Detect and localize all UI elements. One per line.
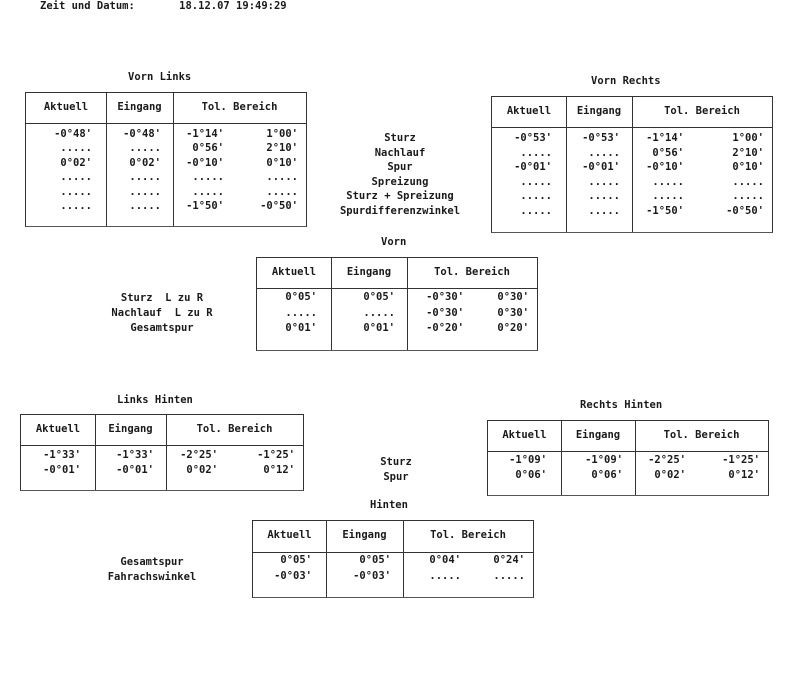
label-spreizung: Spreizung	[371, 175, 429, 188]
table-cell: .....	[129, 142, 161, 155]
table-cell: 0°12'	[263, 463, 295, 476]
table-cell: -0°30'	[426, 291, 464, 303]
table-cell: 0°24'	[493, 554, 525, 566]
front-axle-table	[256, 257, 538, 351]
column-divider	[326, 520, 327, 597]
table-header	[488, 420, 768, 452]
table-cell: -0°53'	[514, 132, 552, 144]
table-cell: 0°06'	[591, 468, 623, 481]
rear-labels	[356, 455, 436, 484]
rear-right-title: Rechts Hinten	[580, 399, 663, 411]
column-header-eingang: Eingang	[117, 101, 162, 113]
label-sturz-spreizung: Sturz + Spreizung	[346, 190, 454, 202]
front-axle-title: Vorn	[381, 236, 407, 248]
table-cell: -0°50'	[726, 205, 764, 217]
column-header-tol-bereich: Tol. Bereich	[434, 266, 510, 278]
column-header-eingang: Eingang	[575, 429, 621, 441]
label-nachlauf: Nachlauf	[374, 146, 426, 159]
table-cell: .....	[588, 146, 620, 159]
column-header-tol-bereich: Tol. Bereich	[196, 423, 273, 435]
column-divider	[561, 420, 562, 495]
label-fahrachswinkel: Fahrachswinkel	[107, 570, 197, 583]
table-cell: 0°10'	[266, 156, 298, 169]
table-cell: -1°14'	[646, 132, 684, 144]
front-left-title: Vorn Links	[128, 71, 192, 83]
label-nachlauf-l-zu-r: Nachlauf L zu R	[111, 307, 213, 319]
table-header	[253, 520, 533, 553]
table-cell: 2°10'	[732, 146, 764, 159]
table-cell: 0°05'	[363, 291, 395, 303]
table-cell: .....	[588, 175, 620, 188]
label-rear-sturz: Sturz	[380, 456, 412, 468]
table-cell: -1°50'	[646, 205, 684, 217]
table-cell: -0°20'	[426, 322, 464, 334]
label-sturz-l-zu-r: Sturz L zu R	[120, 292, 204, 304]
table-cell: .....	[60, 200, 92, 212]
label-sturz: Sturz	[384, 132, 416, 144]
timestamp-header	[40, 0, 287, 12]
table-cell: -0°10'	[186, 156, 224, 169]
table-cell: .....	[60, 171, 92, 184]
rear-right-table	[487, 420, 769, 496]
table-cell: .....	[129, 185, 161, 198]
table-cell: .....	[520, 190, 552, 203]
table-cell: -1°33'	[43, 449, 81, 461]
table-cell: .....	[429, 569, 461, 582]
table-cell: 0°04'	[429, 554, 461, 566]
table-cell: -0°48'	[54, 128, 92, 140]
table-cell: .....	[588, 205, 620, 217]
rear-left-title: Links Hinten	[117, 394, 193, 406]
column-header-eingang: Eingang	[576, 105, 622, 117]
table-cell: 0°12'	[728, 468, 760, 481]
table-header	[21, 414, 303, 446]
table-cell: 0°30'	[497, 306, 529, 319]
table-cell: 0°56'	[652, 146, 684, 159]
column-header-aktuell: Aktuell	[35, 423, 81, 435]
table-cell: .....	[363, 306, 395, 319]
column-header-aktuell: Aktuell	[271, 266, 317, 278]
table-cell: .....	[266, 185, 298, 198]
table-cell: 0°02'	[186, 463, 218, 476]
column-divider	[407, 257, 408, 350]
column-divider	[331, 257, 332, 350]
table-cell: .....	[732, 190, 764, 203]
column-header-tol-bereich: Tol. Bereich	[664, 105, 740, 117]
table-cell: .....	[129, 171, 161, 184]
rear-axle-labels	[92, 555, 212, 584]
table-cell: -1°25'	[257, 449, 295, 461]
table-cell: 0°05'	[359, 554, 391, 566]
column-header-aktuell: Aktuell	[506, 105, 552, 117]
table-cell: 0°05'	[280, 554, 312, 566]
column-header-eingang: Eingang	[108, 423, 153, 435]
table-cell: .....	[266, 171, 298, 184]
table-cell: .....	[520, 175, 552, 188]
table-cell: 0°10'	[732, 161, 764, 174]
label-spurdifferenzwinkel: Spurdifferenzwinkel	[339, 204, 461, 217]
table-cell: .....	[588, 190, 620, 203]
table-cell: 0°56'	[192, 142, 224, 155]
column-header-aktuell: Aktuell	[267, 529, 312, 541]
table-header	[257, 257, 537, 289]
table-cell: .....	[285, 306, 317, 319]
timestamp-value: 18.12.07 19:49:29	[179, 0, 287, 12]
front-left-table	[25, 92, 307, 227]
table-cell: -1°14'	[186, 128, 224, 140]
table-cell: 0°01'	[363, 322, 395, 334]
table-cell: 0°20'	[497, 322, 529, 334]
table-cell: -1°09'	[509, 454, 547, 466]
table-cell: -2°25'	[180, 449, 218, 461]
front-right-table	[491, 96, 773, 233]
table-cell: 2°10'	[266, 142, 298, 155]
table-cell: -0°01'	[582, 161, 620, 174]
table-cell: .....	[732, 175, 764, 188]
rear-axle-table	[252, 520, 534, 598]
table-cell: -0°01'	[43, 463, 81, 476]
table-cell: .....	[652, 190, 684, 203]
table-cell: -1°25'	[722, 454, 760, 466]
label-rear-gesamtspur: Gesamtspur	[120, 556, 184, 568]
table-cell: -0°03'	[274, 569, 312, 582]
table-cell: .....	[192, 171, 224, 184]
timestamp-label: Zeit und Datum:	[40, 0, 135, 12]
front-right-title: Vorn Rechts	[591, 75, 661, 87]
label-rear-spur: Spur	[383, 470, 409, 483]
table-cell: -0°48'	[123, 128, 161, 140]
table-header	[26, 92, 306, 124]
table-cell: 1°00'	[732, 132, 764, 144]
table-cell: .....	[520, 146, 552, 159]
table-cell: 0°02'	[60, 156, 92, 169]
column-header-tol-bereich: Tol. Bereich	[430, 529, 506, 541]
column-header-tol-bereich: Tol. Bereich	[663, 429, 740, 441]
front-axle-labels	[92, 291, 232, 336]
label-gesamtspur: Gesamtspur	[130, 322, 194, 334]
table-cell: -1°09'	[585, 454, 623, 466]
table-cell: 0°06'	[515, 468, 547, 481]
table-cell: .....	[520, 205, 552, 217]
table-cell: -1°33'	[116, 449, 154, 461]
table-cell: 0°02'	[654, 468, 686, 481]
front-labels	[330, 131, 470, 218]
table-cell: -0°50'	[260, 200, 298, 212]
rear-left-table	[20, 414, 304, 491]
column-header-eingang: Eingang	[346, 266, 392, 278]
table-cell: -2°25'	[648, 454, 686, 466]
table-cell: -0°10'	[646, 161, 684, 174]
table-cell: -0°03'	[353, 569, 391, 582]
table-cell: 0°30'	[497, 291, 529, 303]
table-cell: -0°30'	[426, 306, 464, 319]
table-cell: 0°01'	[285, 322, 317, 334]
table-cell: -0°01'	[116, 463, 154, 476]
table-cell: -0°53'	[582, 132, 620, 144]
table-cell: .....	[192, 185, 224, 198]
table-cell: .....	[129, 200, 161, 212]
rear-axle-title: Hinten	[370, 499, 408, 511]
label-spur: Spur	[387, 161, 413, 173]
table-cell: -1°50'	[186, 200, 224, 212]
table-cell: .....	[60, 185, 92, 198]
table-cell: .....	[652, 175, 684, 188]
table-cell: 1°00'	[266, 128, 298, 140]
table-cell: -0°01'	[514, 161, 552, 174]
table-cell: .....	[60, 142, 92, 155]
column-header-tol-bereich: Tol. Bereich	[201, 101, 278, 113]
column-header-eingang: Eingang	[342, 529, 387, 541]
table-cell: .....	[493, 569, 525, 582]
table-cell: 0°02'	[129, 156, 161, 169]
column-header-aktuell: Aktuell	[502, 429, 547, 441]
table-cell: 0°05'	[285, 291, 317, 303]
column-header-aktuell: Aktuell	[43, 101, 89, 113]
